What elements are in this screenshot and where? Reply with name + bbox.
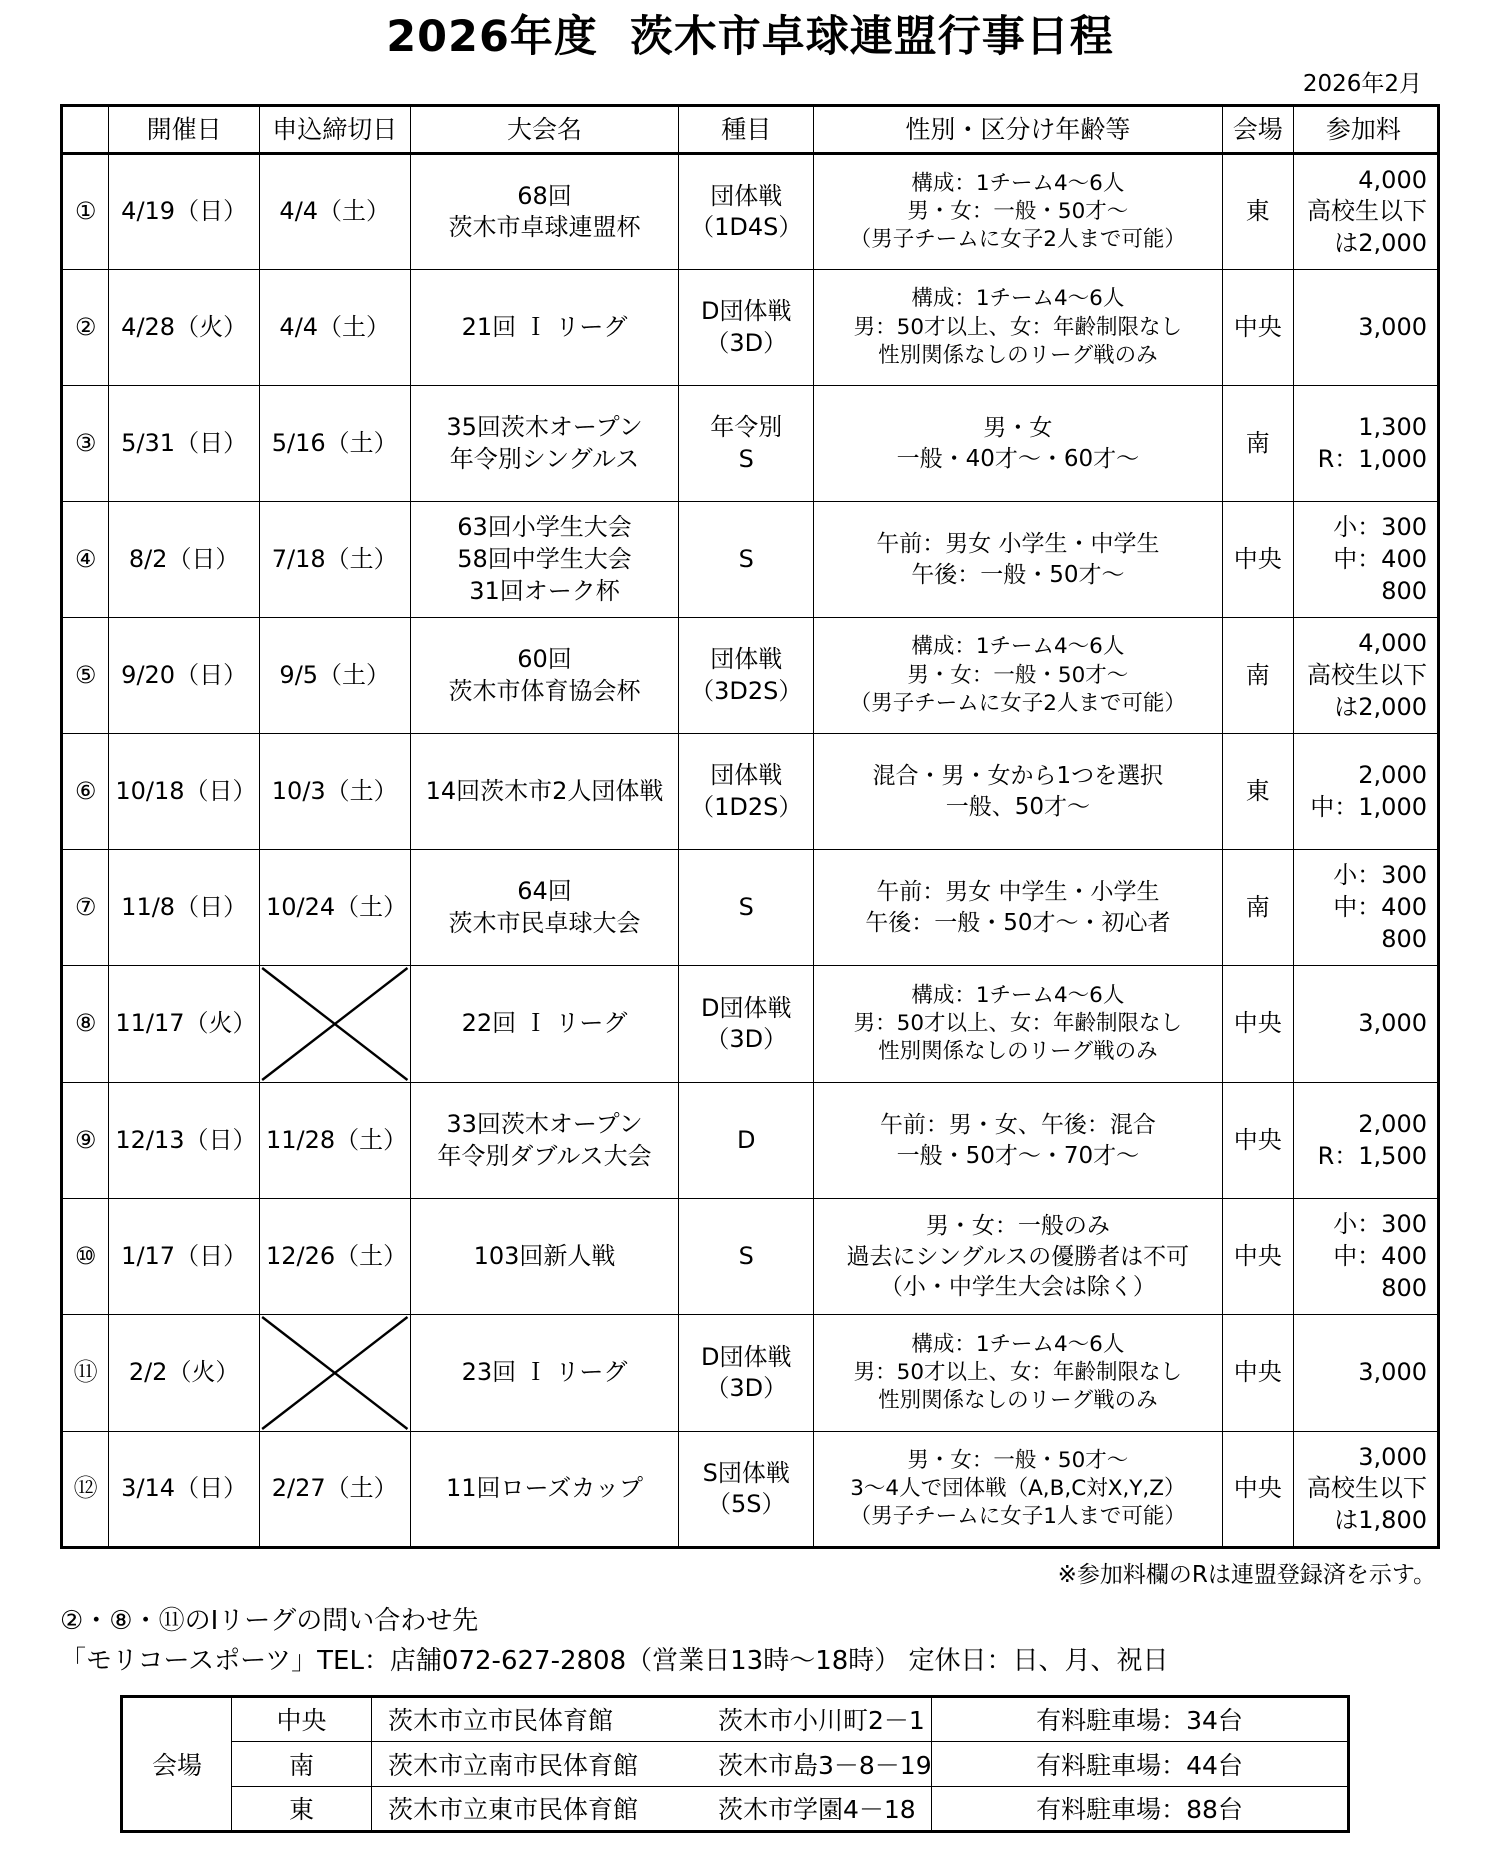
event-date: 4/19（日） bbox=[109, 154, 260, 270]
event-date: 10/18（日） bbox=[109, 734, 260, 850]
application-deadline: 9/5（土） bbox=[259, 618, 410, 734]
fee-line: 小：300 bbox=[1333, 513, 1427, 542]
event-category: S bbox=[679, 850, 813, 966]
participation-fee bbox=[1293, 502, 1438, 618]
fee-line: 800 bbox=[1381, 576, 1427, 605]
venue-row bbox=[122, 1696, 1349, 1741]
fee-line: R：1,500 bbox=[1317, 1141, 1427, 1170]
table-row bbox=[62, 734, 1439, 850]
column-header-no bbox=[62, 106, 109, 154]
table-row bbox=[62, 270, 1439, 386]
fee-line: 小：300 bbox=[1333, 861, 1427, 890]
venue-name-and-address bbox=[372, 1696, 932, 1741]
table-row bbox=[62, 850, 1439, 966]
participation-fee bbox=[1293, 618, 1438, 734]
event-name: 64回 茨木市民卓球大会 bbox=[410, 850, 679, 966]
venue-abbr: 南 bbox=[1222, 386, 1293, 502]
venue-table-label: 会場 bbox=[122, 1696, 232, 1831]
schedule-table-body bbox=[62, 154, 1439, 1548]
venue-name-and-address bbox=[372, 1786, 932, 1831]
table-row bbox=[62, 618, 1439, 734]
fee-line: は1,800 bbox=[1334, 1506, 1427, 1535]
venue-parking: 有料駐車場：88台 bbox=[932, 1786, 1349, 1831]
event-date: 12/13（日） bbox=[109, 1083, 260, 1199]
application-deadline: 10/3（土） bbox=[259, 734, 410, 850]
schedule-table bbox=[60, 104, 1440, 1549]
fee-line: 中：400 bbox=[1333, 544, 1427, 573]
fee-line: 800 bbox=[1381, 1273, 1427, 1302]
eligibility-details: 構成：1チーム4〜6人 男：50才以上、女：年齢制限なし 性別関係なしのリーグ戦のみ bbox=[813, 1315, 1222, 1432]
eligibility-details: 構成：1チーム4〜6人 男：50才以上、女：年齢制限なし 性別関係なしのリーグ戦のみ bbox=[813, 270, 1222, 386]
event-category: 年令別 S bbox=[679, 386, 813, 502]
event-name: 63回小学生大会 58回中学生大会 31回オーク杯 bbox=[410, 502, 679, 618]
event-name: 35回茨木オープン 年令別シングルス bbox=[410, 386, 679, 502]
application-deadline: 7/18（土） bbox=[259, 502, 410, 618]
event-name: 33回茨木オープン 年令別ダブルス大会 bbox=[410, 1083, 679, 1199]
row-number: ⑧ bbox=[62, 966, 109, 1083]
venue-abbr: 南 bbox=[1222, 850, 1293, 966]
venue-abbr: 中央 bbox=[1222, 1432, 1293, 1548]
event-name: 23回 Ｉ リーグ bbox=[410, 1315, 679, 1432]
venue-row bbox=[122, 1786, 1349, 1831]
fee-line: 3,000 bbox=[1358, 1009, 1427, 1038]
cross-out-icon bbox=[260, 1315, 410, 1431]
fee-line: 4,000 bbox=[1358, 629, 1427, 658]
fee-line: 中：1,000 bbox=[1310, 792, 1427, 821]
venue-abbr: 中央 bbox=[1222, 966, 1293, 1083]
venue-abbr: 中央 bbox=[232, 1696, 372, 1741]
venue-address: 茨木市学園4－18 bbox=[718, 1795, 916, 1825]
event-category: 団体戦 （1D4S） bbox=[679, 154, 813, 270]
row-number: ③ bbox=[62, 386, 109, 502]
fee-line: 高校生以下 bbox=[1307, 660, 1427, 689]
column-header-eligibility: 性別・区分け年齢等 bbox=[813, 106, 1222, 154]
event-category: D団体戦 （3D） bbox=[679, 1315, 813, 1432]
row-number: ⑫ bbox=[62, 1432, 109, 1548]
event-category: D団体戦 （3D） bbox=[679, 270, 813, 386]
venue-table bbox=[120, 1695, 1350, 1833]
row-number: ⑨ bbox=[62, 1083, 109, 1199]
event-date: 2/2（火） bbox=[109, 1315, 260, 1432]
participation-fee bbox=[1293, 850, 1438, 966]
participation-fee bbox=[1293, 1432, 1438, 1548]
eligibility-details: 午前：男女 中学生・小学生 午後：一般・50才〜・初心者 bbox=[813, 850, 1222, 966]
fee-line: 高校生以下 bbox=[1307, 197, 1427, 226]
fee-line: 小：300 bbox=[1333, 1210, 1427, 1239]
row-number: ④ bbox=[62, 502, 109, 618]
event-date: 9/20（日） bbox=[109, 618, 260, 734]
column-header-venue: 会場 bbox=[1222, 106, 1293, 154]
application-deadline: 12/26（土） bbox=[259, 1199, 410, 1315]
event-date: 4/28（火） bbox=[109, 270, 260, 386]
venue-abbr: 東 bbox=[232, 1786, 372, 1831]
eligibility-details: 構成：1チーム4〜6人 男：50才以上、女：年齢制限なし 性別関係なしのリーグ戦のみ bbox=[813, 966, 1222, 1083]
row-number: ① bbox=[62, 154, 109, 270]
venue-abbr: 東 bbox=[1222, 734, 1293, 850]
deadline-crossed-out bbox=[259, 966, 410, 1083]
participation-fee bbox=[1293, 1315, 1438, 1432]
venue-name: 茨木市立東市民体育館 bbox=[388, 1795, 639, 1825]
table-row bbox=[62, 502, 1439, 618]
row-number: ⑥ bbox=[62, 734, 109, 850]
eligibility-details: 構成：1チーム4〜6人 男・女：一般・50才〜 （男子チームに女子2人まで可能） bbox=[813, 618, 1222, 734]
fee-line: 3,000 bbox=[1358, 1442, 1427, 1471]
venue-abbr: 中央 bbox=[1222, 1199, 1293, 1315]
fee-line: 3,000 bbox=[1358, 1358, 1427, 1387]
eligibility-details: 男・女：一般・50才〜 3〜4人で団体戦（A,B,C対X,Y,Z） （男子チームに女子1人まで可能） bbox=[813, 1432, 1222, 1548]
venue-name-and-address bbox=[372, 1741, 932, 1786]
event-date: 11/17（火） bbox=[109, 966, 260, 1083]
event-category: S bbox=[679, 1199, 813, 1315]
fee-line: は2,000 bbox=[1334, 692, 1427, 721]
fee-line: 4,000 bbox=[1358, 165, 1427, 194]
event-name: 21回 Ｉ リーグ bbox=[410, 270, 679, 386]
participation-fee bbox=[1293, 1083, 1438, 1199]
application-deadline: 5/16（土） bbox=[259, 386, 410, 502]
table-row bbox=[62, 386, 1439, 502]
venue-abbr: 南 bbox=[1222, 618, 1293, 734]
event-category: D団体戦 （3D） bbox=[679, 966, 813, 1083]
eligibility-details: 混合・男・女から1つを選択 一般、50才〜 bbox=[813, 734, 1222, 850]
table-row bbox=[62, 1083, 1439, 1199]
venue-abbr: 中央 bbox=[1222, 502, 1293, 618]
cross-out-icon bbox=[260, 966, 410, 1082]
column-header-fee: 参加料 bbox=[1293, 106, 1438, 154]
event-name: 14回茨木市2人団体戦 bbox=[410, 734, 679, 850]
fee-line: 1,300 bbox=[1358, 413, 1427, 442]
table-row bbox=[62, 154, 1439, 270]
event-category: S団体戦 （5S） bbox=[679, 1432, 813, 1548]
deadline-crossed-out bbox=[259, 1315, 410, 1432]
event-date: 11/8（日） bbox=[109, 850, 260, 966]
participation-fee bbox=[1293, 386, 1438, 502]
event-category: S bbox=[679, 502, 813, 618]
event-name: 60回 茨木市体育協会杯 bbox=[410, 618, 679, 734]
eligibility-details: 午前：男女 小学生・中学生 午後：一般・50才〜 bbox=[813, 502, 1222, 618]
fee-line: 高校生以下 bbox=[1307, 1474, 1427, 1503]
event-name: 103回新人戦 bbox=[410, 1199, 679, 1315]
contact-line-2: 「モリコースポーツ」TEL：店舗072-627-2808（営業日13時〜18時） 定休日：日、月、祝日 bbox=[60, 1645, 1169, 1676]
event-date: 3/14（日） bbox=[109, 1432, 260, 1548]
fee-line: R：1,000 bbox=[1317, 444, 1427, 473]
participation-fee bbox=[1293, 154, 1438, 270]
participation-fee bbox=[1293, 270, 1438, 386]
row-number: ② bbox=[62, 270, 109, 386]
venue-address: 茨木市小川町2－1 bbox=[718, 1706, 925, 1736]
column-header-deadline: 申込締切日 bbox=[259, 106, 410, 154]
column-header-category: 種目 bbox=[679, 106, 813, 154]
application-deadline: 4/4（土） bbox=[259, 154, 410, 270]
event-name: 68回 茨木市卓球連盟杯 bbox=[410, 154, 679, 270]
row-number: ⑪ bbox=[62, 1315, 109, 1432]
table-row bbox=[62, 1199, 1439, 1315]
venue-table-body bbox=[122, 1696, 1349, 1831]
participation-fee bbox=[1293, 966, 1438, 1083]
participation-fee bbox=[1293, 1199, 1438, 1315]
event-category: 団体戦 （3D2S） bbox=[679, 618, 813, 734]
venue-parking: 有料駐車場：44台 bbox=[932, 1741, 1349, 1786]
event-name: 22回 Ｉ リーグ bbox=[410, 966, 679, 1083]
event-category: D bbox=[679, 1083, 813, 1199]
contact-line-1: ②・⑧・⑪のIリーグの問い合わせ先 bbox=[60, 1606, 479, 1637]
row-number: ⑦ bbox=[62, 850, 109, 966]
event-date: 8/2（日） bbox=[109, 502, 260, 618]
table-header-row bbox=[62, 106, 1439, 154]
application-deadline: 2/27（土） bbox=[259, 1432, 410, 1548]
page-title: 2026年度 茨木市卓球連盟行事日程 bbox=[386, 12, 1114, 62]
venue-abbr: 中央 bbox=[1222, 270, 1293, 386]
venue-abbr: 東 bbox=[1222, 154, 1293, 270]
eligibility-details: 男・女 一般・40才〜・60才〜 bbox=[813, 386, 1222, 502]
venue-name: 茨木市立南市民体育館 bbox=[388, 1750, 639, 1780]
row-number: ⑤ bbox=[62, 618, 109, 734]
column-header-event-name: 大会名 bbox=[410, 106, 679, 154]
venue-name: 茨木市立市民体育館 bbox=[388, 1706, 614, 1736]
venue-abbr: 中央 bbox=[1222, 1315, 1293, 1432]
eligibility-details: 男・女：一般のみ 過去にシングルスの優勝者は不可 （小・中学生大会は除く） bbox=[813, 1199, 1222, 1315]
application-deadline: 11/28（土） bbox=[259, 1083, 410, 1199]
venue-parking: 有料駐車場：34台 bbox=[932, 1696, 1349, 1741]
eligibility-details: 構成：1チーム4〜6人 男・女：一般・50才〜 （男子チームに女子2人まで可能） bbox=[813, 154, 1222, 270]
event-date: 1/17（日） bbox=[109, 1199, 260, 1315]
application-deadline: 4/4（土） bbox=[259, 270, 410, 386]
event-category: 団体戦 （1D2S） bbox=[679, 734, 813, 850]
event-name: 11回ローズカップ bbox=[410, 1432, 679, 1548]
eligibility-details: 午前：男・女、午後：混合 一般・50才〜・70才〜 bbox=[813, 1083, 1222, 1199]
table-row bbox=[62, 1315, 1439, 1432]
issue-date: 2026年2月 bbox=[1302, 71, 1422, 98]
fee-note: ※参加料欄のRは連盟登録済を示す。 bbox=[1057, 1562, 1436, 1589]
venue-abbr: 中央 bbox=[1222, 1083, 1293, 1199]
table-row bbox=[62, 1432, 1439, 1548]
event-date: 5/31（日） bbox=[109, 386, 260, 502]
fee-line: 2,000 bbox=[1358, 1110, 1427, 1139]
venue-abbr: 南 bbox=[232, 1741, 372, 1786]
fee-line: 800 bbox=[1381, 924, 1427, 953]
application-deadline: 10/24（土） bbox=[259, 850, 410, 966]
venue-row bbox=[122, 1741, 1349, 1786]
fee-line: 3,000 bbox=[1358, 312, 1427, 341]
participation-fee bbox=[1293, 734, 1438, 850]
column-header-date: 開催日 bbox=[109, 106, 260, 154]
row-number: ⑩ bbox=[62, 1199, 109, 1315]
fee-line: 中：400 bbox=[1333, 1241, 1427, 1270]
fee-line: は2,000 bbox=[1334, 229, 1427, 258]
table-row bbox=[62, 966, 1439, 1083]
fee-line: 2,000 bbox=[1358, 761, 1427, 790]
fee-line: 中：400 bbox=[1333, 892, 1427, 921]
venue-address: 茨木市島3－8－19 bbox=[718, 1750, 932, 1780]
